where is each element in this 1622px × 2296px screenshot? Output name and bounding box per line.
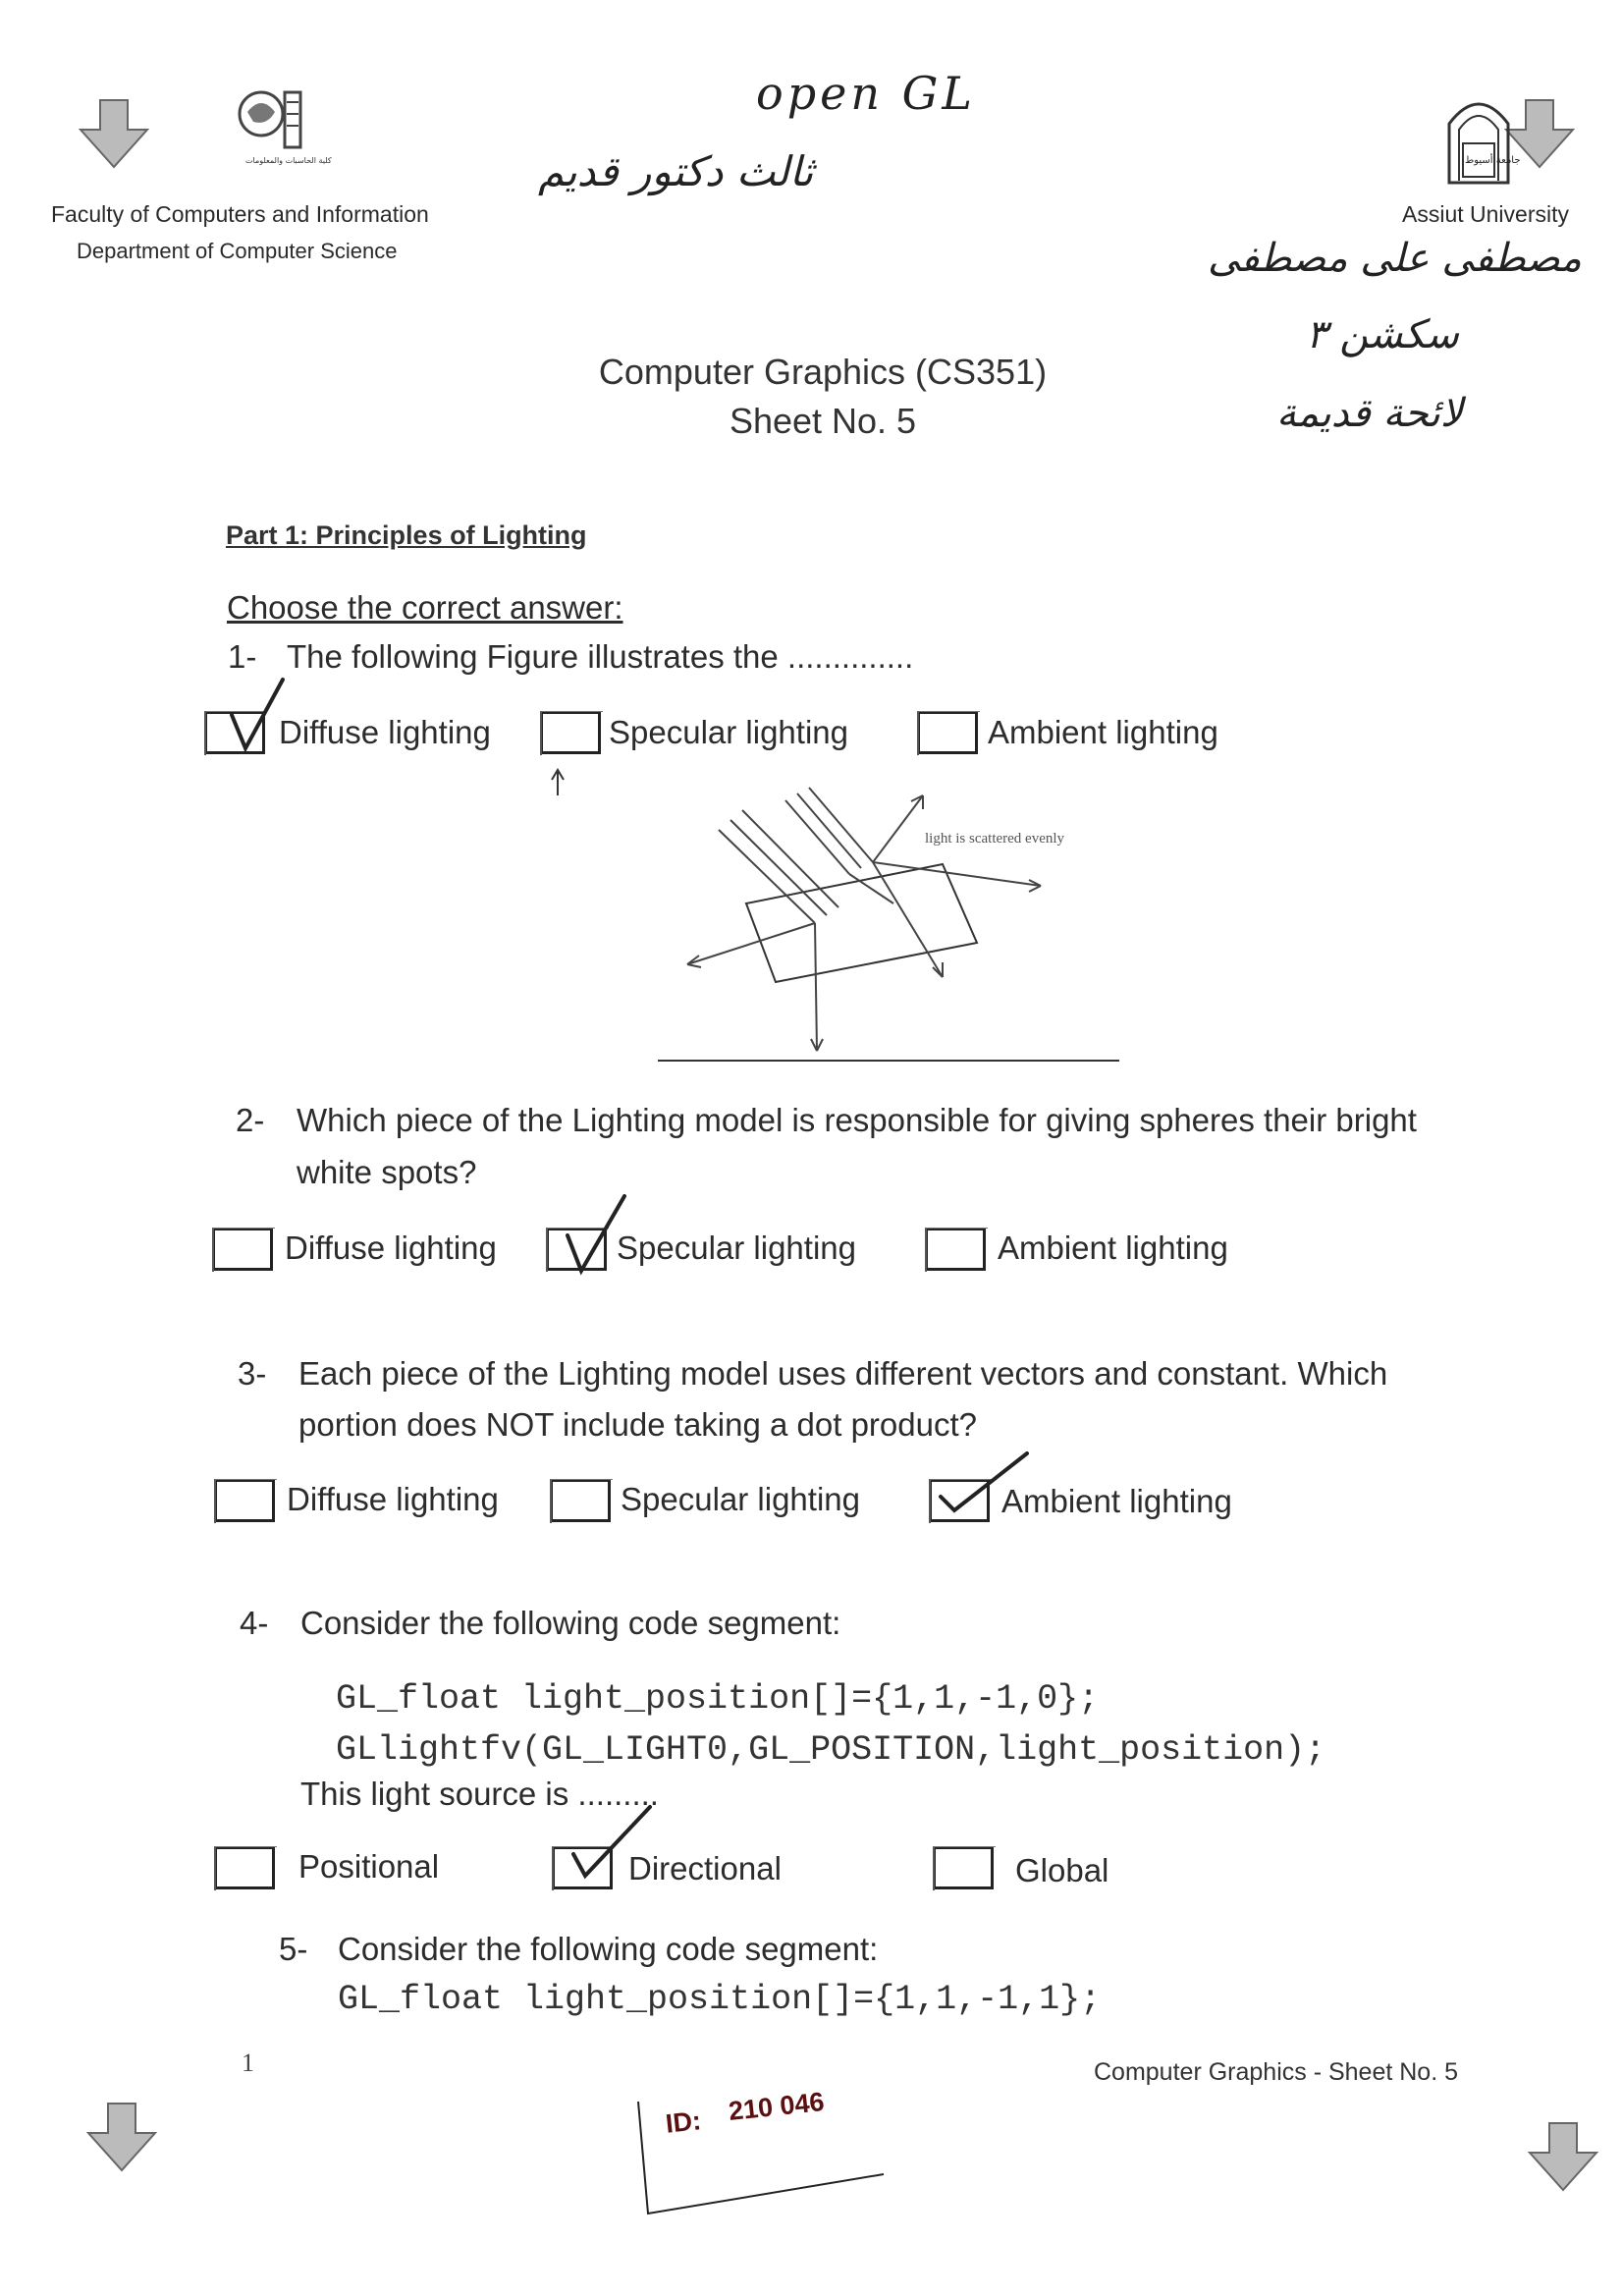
page-number: 1 [242, 2049, 254, 2077]
corner-arrow-icon [77, 98, 151, 169]
question-number: 4- [240, 1605, 269, 1641]
question-followup: This light source is ......... [300, 1776, 659, 1812]
question-text: Consider the following code segment: [300, 1605, 841, 1641]
option-label: Positional [298, 1848, 440, 1885]
check-mark-icon [562, 1192, 630, 1275]
option-checkbox[interactable] [214, 1846, 275, 1889]
question-text: white spots? [297, 1154, 477, 1190]
university-name: Assiut University [1402, 201, 1569, 227]
faculty-logo [228, 82, 332, 171]
stamp-id: 210 046 [727, 2086, 826, 2127]
option-checkbox[interactable] [933, 1846, 994, 1889]
instruction: Choose the correct answer: [227, 589, 623, 626]
code-line: GLlightfv(GL_LIGHT0,GL_POSITION,light_position); [336, 1730, 1326, 1770]
option-label: Global [1015, 1852, 1109, 1888]
question-number: 2- [236, 1102, 265, 1138]
course-title: Computer Graphics (CS351) [598, 352, 1048, 392]
handwritten-note-top: open GL [756, 67, 976, 120]
question-text: Which piece of the Lighting model is responsible for giving spheres their bright [297, 1102, 1417, 1138]
footer-title: Computer Graphics - Sheet No. 5 [1094, 2058, 1458, 2086]
option-checkbox[interactable] [540, 711, 601, 754]
diffuse-lighting-figure [648, 786, 1139, 1070]
svg-text:كلية الحاسبات والمعلومات: كلية الحاسبات والمعلومات [245, 156, 332, 165]
corner-arrow-icon [84, 2102, 159, 2172]
handwritten-section: سكشن ٣ [1306, 312, 1459, 357]
sheet-title: Sheet No. 5 [729, 401, 917, 441]
check-mark-icon [568, 1803, 656, 1882]
option-label: Diffuse lighting [285, 1230, 497, 1266]
option-label: Specular lighting [617, 1230, 856, 1266]
code-line: GL_float light_position[]={1,1,-1,0}; [336, 1679, 1100, 1719]
option-label: Directional [628, 1850, 782, 1886]
option-label: Diffuse lighting [279, 714, 491, 750]
question-text: The following Figure illustrates the .............. [287, 638, 914, 675]
handwritten-regulation: لائحة قديمة [1276, 391, 1463, 436]
university-logo [1443, 84, 1521, 192]
check-mark-icon [224, 676, 293, 754]
pointer-arrow-icon [548, 768, 568, 797]
check-mark-icon [933, 1449, 1031, 1518]
handwritten-student-name: مصطفى على مصطفى [1208, 236, 1582, 281]
faculty-name: Faculty of Computers and Information [51, 201, 429, 227]
svg-text:جامعة أسيوط: جامعة أسيوط [1465, 155, 1521, 166]
option-checkbox[interactable] [917, 711, 978, 754]
question-text: Each piece of the Lighting model uses different vectors and constant. Which [298, 1355, 1388, 1392]
question-number: 3- [238, 1355, 267, 1392]
option-label: Specular lighting [609, 714, 848, 750]
option-checkbox[interactable] [214, 1479, 275, 1522]
question-text: Consider the following code segment: [338, 1931, 879, 1967]
id-stamp [638, 2072, 893, 2219]
corner-arrow-icon [1526, 2121, 1600, 2192]
option-label: Specular lighting [621, 1481, 860, 1517]
stamp-label: ID: [664, 2105, 703, 2139]
figure-caption: light is scattered evenly [925, 831, 1065, 847]
handwritten-note-arabic: ثالث دكتور قديم [538, 147, 814, 195]
question-text: portion does NOT include taking a dot product? [298, 1406, 977, 1443]
option-checkbox[interactable] [212, 1228, 273, 1271]
code-line: GL_float light_position[]={1,1,-1,1}; [338, 1980, 1102, 2019]
department-name: Department of Computer Science [77, 239, 398, 263]
option-checkbox[interactable] [550, 1479, 611, 1522]
option-checkbox[interactable] [925, 1228, 986, 1271]
option-label: Ambient lighting [998, 1230, 1228, 1266]
part-heading: Part 1: Principles of Lighting [226, 520, 587, 550]
option-label: Ambient lighting [1001, 1483, 1232, 1519]
question-number: 5- [279, 1931, 308, 1967]
option-label: Diffuse lighting [287, 1481, 499, 1517]
question-number: 1- [228, 638, 257, 675]
option-label: Ambient lighting [988, 714, 1218, 750]
